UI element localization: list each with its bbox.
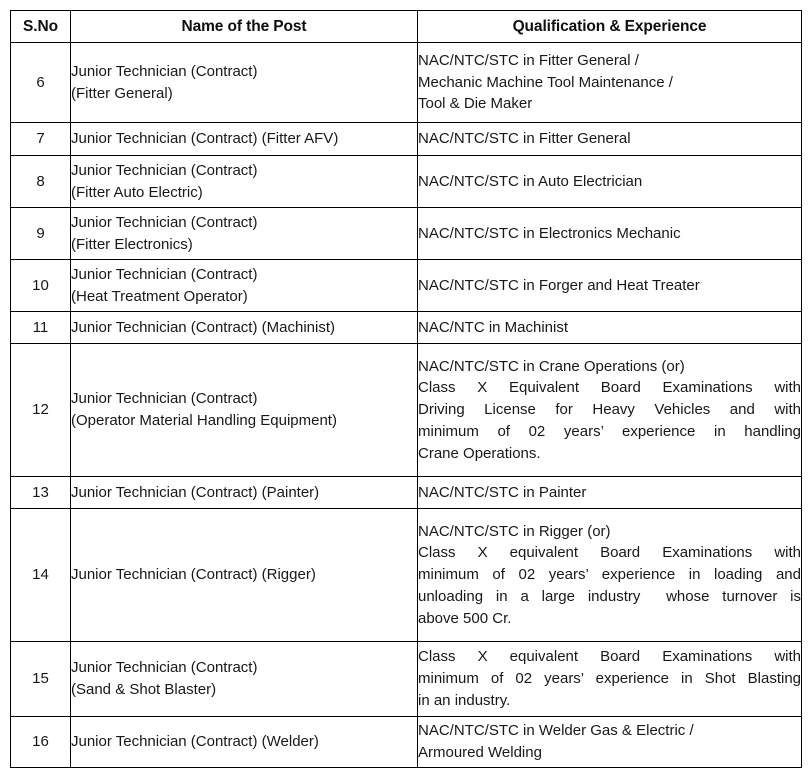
cell-sno: 9 [11,208,71,260]
table-row [11,260,802,312]
qualification-line: NAC/NTC/STC in Fitter General [418,130,631,148]
table-header [11,11,802,43]
qualification-line: Class X equivalent Board Examinations with [418,648,801,666]
post-line: (Operator Material Handling Equipment) [71,412,337,429]
table-body [11,43,802,768]
cell-sno: 16 [11,717,71,768]
cell-sno: 7 [11,123,71,156]
cell-post-name [71,43,418,123]
qualification-line: minimum of 02 years’ experience in loading and [418,566,801,584]
table-row [11,123,802,156]
cell-qualification [418,260,802,312]
cell-qualification [418,509,802,642]
cell-sno: 14 [11,509,71,642]
cell-post-name [71,344,418,477]
qualification-line: NAC/NTC/STC in Welder Gas & Electric / [418,722,694,740]
cell-sno: 11 [11,312,71,344]
post-line: Junior Technician (Contract) [71,62,258,80]
post-line: Junior Technician (Contract) [71,213,258,231]
post-line: Junior Technician (Contract) [71,161,258,179]
column-header-qualification: Qualification & Experience [418,11,802,43]
post-qualification-table [10,10,802,768]
qualification-table-container [10,10,801,768]
cell-post-name [71,477,418,509]
cell-qualification [418,477,802,509]
cell-sno: 10 [11,260,71,312]
post-line: (Sand & Shot Blaster) [71,681,217,698]
cell-post-name [71,642,418,717]
post-line: Junior Technician (Contract) [71,390,258,408]
table-header-row [11,11,802,43]
post-line: (Fitter Electronics) [71,235,193,253]
cell-sno: 6 [11,43,71,123]
post-line: Junior Technician (Contract) (Painter) [71,483,320,501]
post-line: (Heat Treatment Operator) [71,287,248,305]
table-row [11,717,802,768]
post-line: (Fitter General) [71,84,173,102]
cell-post-name [71,312,418,344]
cell-post-name [71,717,418,768]
cell-qualification [418,642,802,717]
cell-post-name [71,260,418,312]
post-line: Junior Technician (Contract) (Welder) [71,733,319,751]
cell-qualification [418,156,802,208]
table-row [11,43,802,123]
post-line: Junior Technician (Contract) (Machinist) [71,318,335,336]
qualification-line: NAC/NTC/STC in Rigger (or) [418,522,611,540]
qualification-line: minimum of 02 years’ experience in handling [418,422,801,440]
table-row [11,509,802,642]
cell-sno: 12 [11,344,71,477]
qualification-line: Crane Operations. [418,444,541,462]
table-row [11,312,802,344]
cell-qualification [418,43,802,123]
qualification-line: NAC/NTC/STC in Crane Operations (or) [418,357,685,375]
qualification-line: in an industry. [418,691,511,709]
qualification-line: NAC/NTC/STC in Electronics Mechanic [418,224,681,242]
post-line: (Fitter Auto Electric) [71,183,203,201]
qualification-line: Armoured Welding [418,744,542,761]
qualification-line: minimum of 02 years’ experience in Shot Blasting [418,670,801,688]
qualification-line: Class X equivalent Board Examinations with [418,544,801,562]
cell-sno: 15 [11,642,71,717]
cell-post-name [71,123,418,156]
post-line: Junior Technician (Contract) [71,265,258,283]
cell-qualification [418,208,802,260]
cell-sno: 13 [11,477,71,509]
cell-post-name [71,156,418,208]
qualification-line: NAC/NTC in Machinist [418,318,569,336]
qualification-line: Mechanic Machine Tool Maintenance / [418,73,673,91]
cell-qualification [418,717,802,768]
table-row [11,208,802,260]
qualification-line: Class X Equivalent Board Examinations with [418,379,801,397]
qualification-line: Tool & Die Maker [418,95,533,113]
post-line: Junior Technician (Contract) (Fitter AFV) [71,130,339,148]
table-row [11,156,802,208]
cell-post-name [71,509,418,642]
qualification-line: NAC/NTC/STC in Auto Electrician [418,172,643,190]
qualification-line: NAC/NTC/STC in Fitter General / [418,51,639,69]
qualification-line: above 500 Cr. [418,609,512,627]
table-row [11,477,802,509]
column-header-sno: S.No [11,11,71,43]
cell-qualification [418,123,802,156]
table-row [11,344,802,477]
cell-qualification [418,312,802,344]
table-row [11,642,802,717]
column-header-post: Name of the Post [71,11,418,43]
post-line: Junior Technician (Contract) [71,659,258,677]
post-line: Junior Technician (Contract) (Rigger) [71,566,316,584]
qualification-line: Driving License for Heavy Vehicles and with [418,401,801,419]
qualification-line: unloading in a large industry whose turnover is [418,587,801,605]
cell-qualification [418,344,802,477]
cell-sno: 8 [11,156,71,208]
qualification-line: NAC/NTC/STC in Forger and Heat Treater [418,276,700,294]
cell-post-name [71,208,418,260]
qualification-line: NAC/NTC/STC in Painter [418,483,587,501]
